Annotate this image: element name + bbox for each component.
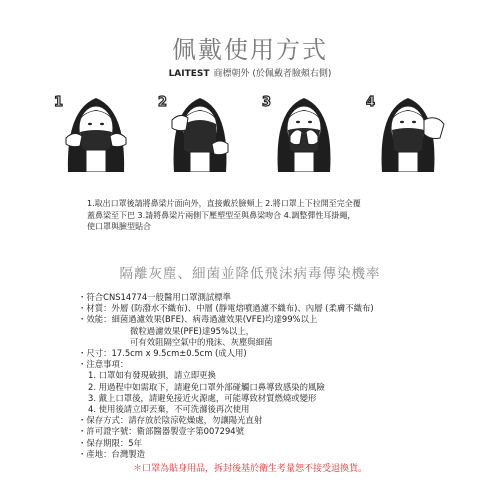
steps-illustration [52,90,452,172]
spec-storage: ・保存方式：請存放於陰涼乾燥處，勿讓陽光直射 [78,415,263,426]
instruction-line: 使口罩與臉型貼合 [87,222,151,231]
note-item: 3. 戴上口罩後，請避免接近火源處，可能導致材質燃燒或變形 [88,392,317,403]
product-specs [78,292,438,460]
spec-license: ・許可證字號：衛部醫器製壹字第007294號 [78,426,244,437]
brand-subtitle [0,66,500,79]
brand-name: LAITEST [168,69,210,79]
note-item: 1. 口罩如有發現破損，請立即更換 [88,370,216,381]
spec-efficacy-cont: 微粒過濾效果(PFE)達95%以上， [130,325,255,336]
spec-efficacy-cont: 可有效阻隔空氣中的飛沫、灰塵與細菌 [130,336,273,347]
protection-heading: 隔離灰塵、細菌並降低飛沫病毒傳染機率 [119,266,381,282]
spec-material: ・材質：外層 (防潑水不織布)、中層 (靜電熔噴過濾不織布)、內層 (柔膚不織布) [78,303,374,314]
note-item: 4. 使用後請立即丟棄，不可洗滌後再次使用 [88,404,250,415]
spec-shelf-life: ・保存期限：5年 [78,437,142,448]
spec-standard: ・符合CNS14774一般醫用口罩測試標準 [78,292,231,302]
step-1-number: 1 [54,95,64,110]
spec-origin: ・產地：台灣製造 [78,448,145,459]
note-item: 2. 用過程中如需取下，請避免口罩外部碰觸口鼻導致感染的風險 [88,381,325,392]
instruction-line: 蓋鼻梁至下巴 3.請將鼻梁片兩側下壓塑型至與鼻梁吻合 4.調整彈性耳掛繩， [87,210,356,220]
wearing-instructions [87,198,417,233]
step-4-number: 4 [366,95,376,110]
page-title: 佩戴使用方式 [172,36,328,64]
step-2-number: 2 [158,95,168,110]
subtitle-text: 商標朝外 (於佩戴者臉頰右側) [213,69,332,79]
step-3-number: 3 [262,95,272,110]
spec-notes-title: ・注意事項： [78,359,129,370]
spec-size: ・尺寸：17.5cm x 9.5cm±0.5cm (成人用) [78,348,247,359]
spec-efficacy: ・效能：細菌過濾效果(BFE)、病毒過濾效果(VFE)均達99%以上 [78,314,318,325]
return-policy-notice: ＊口罩為貼身用品，拆封後基於衛生考量恕不接受退換貨。 [132,464,367,474]
instruction-line: 1.取出口罩後請將鼻梁片面向外，直接戴於臉頰上 2.將口罩上下拉開至完全覆 [87,199,361,208]
